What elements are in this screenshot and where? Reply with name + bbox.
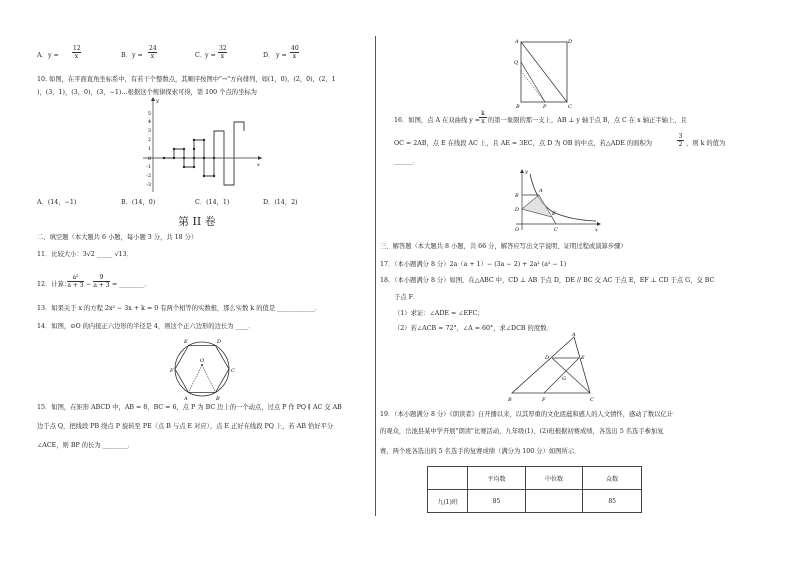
y-tick-label: 2 <box>147 137 151 143</box>
circumcircle <box>175 342 229 396</box>
q10-text-line2: )，(3，1)，(3，0)，(3，−1)…根据这个规律探索可得，第 100 个点的坐标为 <box>37 89 257 96</box>
hyperbola-label-y: y <box>525 169 528 175</box>
hexagon-label-o: O <box>200 358 205 364</box>
triangle-label-f: F <box>542 397 546 403</box>
y-tick-label: 1 <box>147 146 151 152</box>
q12-fraction-2: $\frac{9}{a + 3}$ <box>93 274 110 289</box>
table-header-row <box>428 467 642 490</box>
q9-option-pre: y = <box>205 52 216 59</box>
q18-text-line1: 18．（本小题满分 8 分）如图，在△ABC 中，CD ⊥ AB 于点 D，DE // BC 交 AC 于点 E，EF ⊥ CD 于点 G，交 BC <box>380 277 715 284</box>
hyperbola-label-o: O <box>515 227 520 233</box>
table-cell: 85 <box>468 490 526 513</box>
q9-option-label: D． <box>263 52 275 59</box>
y-tick-label: 4 <box>147 119 151 125</box>
q15-rectangle-figure <box>512 38 577 110</box>
y-tick-label: 5 <box>147 111 151 117</box>
table-row <box>428 490 642 513</box>
q9-option-pre: y = <box>276 52 287 59</box>
table-header-cell: 众数 <box>583 467 642 490</box>
q13-text: 13．如果关于 x 的方程 2x² − 3x + k = 0 有两个相等的实数根，那么实数 k 的值是 ____________． <box>37 305 322 312</box>
q19-text-line1: 19．（本小题满分 8 分）《朗读者》自开播以来，以其厚重的文化底蕴和感人的人文情怀，感动了数以亿计 <box>380 411 674 418</box>
rect-label-b: B <box>516 104 520 110</box>
q18-triangle-figure <box>508 334 598 404</box>
q16-text-line3: ______． <box>394 158 420 165</box>
q12-prefix: 12．计算： <box>37 281 71 288</box>
table-header-cell <box>428 467 468 490</box>
q12-fraction-1: $\frac{\text{a²}}{a + 3}$ <box>67 274 84 289</box>
hyperbola-label-d: D <box>515 207 520 213</box>
diagonal-ac <box>521 42 567 102</box>
q9-option-label: B． <box>121 52 132 59</box>
q9-option-fraction: $\frac{32}{x}$ <box>219 45 227 60</box>
q16-k-fraction: $\frac{k}{x}$ <box>479 110 487 125</box>
q10-coordinate-graph <box>140 96 265 196</box>
part-two-title: 第 II 卷 <box>178 215 216 228</box>
triangle-label-e: E <box>581 355 585 361</box>
q16-hyperbola-figure <box>508 168 603 240</box>
q15-text-line1: 15．如图，在矩形 ABCD 中，AB = 8，BC = 6，点 P 为 BC 边上的一个动点，过点 P 作 PQ ∥ AC 交 AB <box>37 404 342 411</box>
table-cell: 九(1)班 <box>428 490 468 513</box>
triangle-ade <box>522 195 552 217</box>
q17-text: 17．（本小题满分 8 分）2a（a + 1）− (3a − 2) + 2a² (a² − 1) <box>380 261 567 268</box>
table-header-cell: 平均数 <box>468 467 526 490</box>
score-table <box>427 466 642 513</box>
y-axis-label: y <box>156 98 159 104</box>
q18-part1: （1）求证：∠ADE = ∠EFC； <box>394 310 484 317</box>
y-tick-label: -1 <box>146 164 151 170</box>
q15-text-line2: 边于点 Q，把线段 PB 绕点 P 旋转至 PE（点 B 与点 E 对应），点 E 正好在线段 PQ 上，若 AB 恰好平分 <box>37 423 334 430</box>
q9-option-fraction: $\frac{12}{x}$ <box>73 45 81 60</box>
hyperbola-label-c: C <box>554 227 558 233</box>
x-arrow <box>258 156 262 160</box>
rect-label-d: D <box>568 39 573 45</box>
q10-option-b: B．(14，0) <box>121 199 156 206</box>
q16-text-line1-start: 16．如图，点 A 在双曲线 y = <box>394 117 481 124</box>
q9-option-pre: y = <box>132 52 143 59</box>
fill-in-section-header: 二、填空题（本大题共 6 小题，每小题 3 分，共 18 分） <box>37 234 198 241</box>
q14-text: 14．如图，⊙O 的内接正六边形的半径是 4，则这个正六边形的边长为 ____． <box>37 323 255 330</box>
q16-text-line1-end: 的第一象限的那一支上，AB ⊥ y 轴于点 B，点 C 在 x 轴正半轴上，且 <box>488 117 687 124</box>
rect-label-q: Q <box>514 60 519 66</box>
q12-suffix: = ________． <box>112 281 151 288</box>
q12-minus: − <box>86 281 92 288</box>
segment-cd <box>552 358 590 393</box>
hexagon <box>175 346 229 393</box>
table-cell: 85 <box>583 490 642 513</box>
q15-text-line3: ∠ACE，则 BP 的长为 ________． <box>37 442 135 449</box>
q18-text-line2: 于点 F． <box>394 294 420 301</box>
triangle-label-c: C <box>590 397 594 403</box>
q11-text: 11．比较大小：3√2 _____ √13． <box>37 251 133 258</box>
hexagon-label-a: A <box>184 396 188 402</box>
q16-text-line2-end: ，则 k 的值为 <box>686 140 726 147</box>
q9-option-label: A． <box>37 52 48 59</box>
q10-option-a: A．(14，−1) <box>37 199 77 206</box>
rect-label-c: C <box>568 104 572 110</box>
q10-option-c: C．(14，1) <box>195 199 230 206</box>
y-axis <box>143 98 262 192</box>
triangle-abc <box>512 337 590 393</box>
q9-option-fraction: $\frac{40}{x}$ <box>291 45 299 60</box>
hexagon-label-d: D <box>217 339 222 345</box>
triangle-label-b: B <box>508 397 512 403</box>
table-cell <box>525 490 583 513</box>
y-arrow <box>151 97 155 101</box>
q9-option-fraction: $\frac{24}{x}$ <box>149 45 157 60</box>
triangle-label-g: G <box>562 376 566 382</box>
x-axis-label: x <box>257 162 260 168</box>
hexagon-label-b: B <box>216 396 220 402</box>
q16-area-fraction: $\frac{3}{2}$ <box>678 133 683 148</box>
hyperbola-label-x: x <box>595 227 598 233</box>
q16-text-line2-start: OC = 2AB，点 E 在线段 AC 上，且 AE = 3EC，点 D 为 OB 的中点，若△ADE 的面积为 <box>394 140 653 147</box>
hyperbola-label-a: A <box>539 188 543 194</box>
q9-option-pre: y = <box>48 52 59 59</box>
rect-label-a: A <box>515 39 519 45</box>
hexagon-label-c: C <box>231 368 235 374</box>
y-tick-label: 0 <box>147 156 151 162</box>
triangle-label-d: D <box>545 355 550 361</box>
segment-pq <box>521 62 545 102</box>
table-header-cell: 中位数 <box>525 467 583 490</box>
rect-label-p: P <box>543 104 547 110</box>
y-tick-label: -2 <box>146 173 151 179</box>
y-tick-label: 3 <box>147 128 151 134</box>
y-tick-label: -3 <box>146 182 151 188</box>
q10-text-line1: 10. 如图，在平面直角坐标系中，有若干个整数点，其顺序按图中"→"方向排列，如(1，0)，(2，0)，(2，1 <box>37 76 336 83</box>
triangle-label-a: A <box>572 332 576 338</box>
solve-section-header: 三、解答题（本大题共 8 小题，共 66 分，解答应写出文字说明、证明过程或演算步骤） <box>380 243 627 250</box>
q18-part2: （2）若∠ACB = 72°，∠A = 60°，求∠DCB 的度数． <box>394 325 553 332</box>
hyperbola-label-e: E <box>552 211 556 217</box>
hyperbola-label-b: B <box>515 193 519 199</box>
q9-option-label: C． <box>195 52 207 59</box>
q14-hexagon-figure <box>170 333 235 403</box>
q10-option-d: D．(14，2) <box>263 199 298 206</box>
q19-text-line2: 的观众，岳池县某中学开展"朗读"比赛活动，九年级(1)、(2)班根据初赛成绩，各选出 5 名选手参加复 <box>380 428 664 435</box>
hexagon-label-f: F <box>170 368 174 374</box>
hexagon-label-e: E <box>184 339 188 345</box>
column-divider <box>375 36 376 516</box>
q19-text-line3: 赛，两个班各选出的 5 名选手的复赛成绩（满分为 100 分）如图所示． <box>380 448 581 455</box>
